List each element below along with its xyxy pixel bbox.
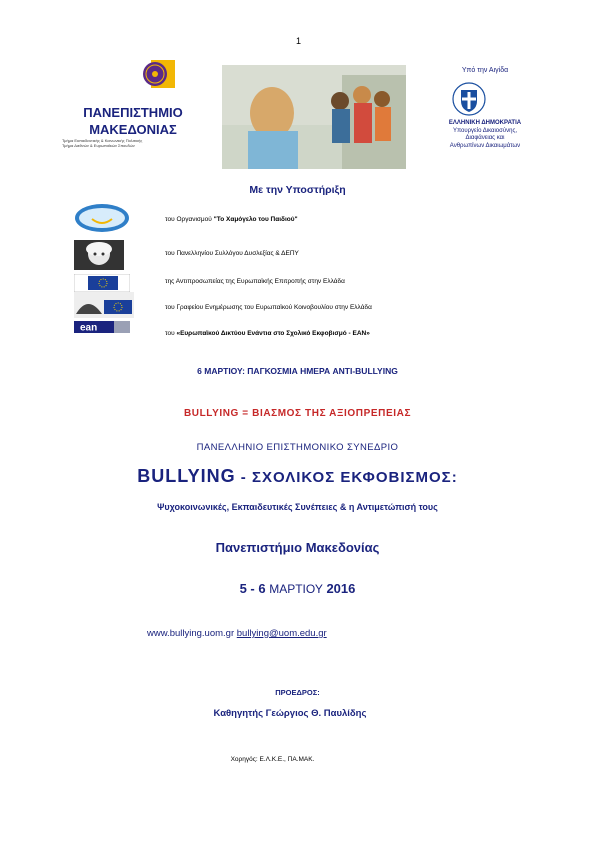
support-row: του Γραφείου Ενημέρωσης του Ευρωπαϊκού Κοινοβουλίου στην Ελλάδα	[165, 304, 372, 311]
email-link[interactable]: bullying@uom.edu.gr	[236, 628, 327, 639]
university-name: ΠΑΝΕΠΙΣΤΗΜΙΟ ΜΑΚΕΔΟΝΙΑΣ	[83, 105, 183, 137]
venue: Πανεπιστήμιο Μακεδονίας	[215, 540, 380, 555]
support-heading: Με την Υποστήριξη	[249, 184, 346, 196]
university-departments: Τμήμα Εκπαιδευτικής & Κοινωνικής Πολιτικής Τμήμα Διεθνών & Ευρωπαϊκών Σπουδών	[62, 138, 143, 148]
support-row: του «Ευρωπαϊκού Δικτύου Ενάντια στο Σχολικό Εκφοβισμό - ΕΑΝ»	[165, 330, 370, 337]
support-row: του Πανελληνίου Συλλόγου Δυσλεξίας & ΔΕΠΥ	[165, 250, 299, 257]
greek-emblem-icon	[452, 82, 486, 116]
support-row: της Αντιπροσωπείας της Ευρωπαϊκής Επιτροπής στην Ελλάδα	[165, 278, 345, 285]
page-number: 1	[296, 36, 302, 46]
anti-bullying-day-heading: 6 ΜΑΡΤΙΟΥ: ΠΑΓΚΟΣΜΙΑ ΗΜΕΡΑ ANTI-BULLYING	[197, 366, 398, 376]
university-logo-icon	[141, 58, 177, 92]
conference-label: ΠΑΝΕΛΛΗΝΙΟ ΕΠΙΣΤΗΜΟΝΙΚΟ ΣΥΝΕΔΡΙΟ	[196, 442, 399, 453]
president-label: ΠΡΟΕΔΡΟΣ:	[275, 688, 320, 697]
conference-dates: 5 - 6 ΜΑΡΤΙΟΥ 2016	[239, 581, 356, 596]
smile-of-child-logo-icon	[74, 203, 130, 233]
website-link[interactable]: www.bullying.uom.gr	[147, 628, 235, 639]
ean-logo-icon	[74, 320, 130, 332]
conference-title: BULLYING - ΣΧΟΛΙΚΟΣ ΕΚΦΟΒΙΣΜΟΣ:	[137, 466, 458, 486]
contact-links	[147, 628, 327, 639]
conference-subtitle: Ψυχοκοινωνικές, Εκπαιδευτικές Συνέπειες & η Αντιμετώπισή τους	[157, 502, 438, 512]
dyslexia-association-logo-icon	[74, 240, 124, 270]
sponsor-text: Χορηγός: Ε.Λ.Κ.Ε., ΠΑ.ΜΑΚ.	[230, 756, 315, 763]
eu-parliament-logo-icon	[74, 292, 134, 318]
eu-commission-logo-icon	[74, 274, 130, 292]
support-row: του Οργανισμού "Το Χαμόγελο του Παιδιού"	[165, 216, 298, 223]
svg-text:ean: ean	[80, 322, 98, 333]
president-name: Καθηγητής Γεώργιος Θ. Παυλίδης	[213, 708, 367, 719]
aegis-label: Υπό την Αιγίδα	[461, 67, 509, 74]
bullying-photo	[222, 65, 406, 169]
ministry-text: ΕΛΛΗΝΙΚΗ ΔΗΜΟΚΡΑΤΙΑ Υπουργείο Δικαιοσύνης, Διαφάνειας και Ανθρωπίνων Δικαιωμάτων	[448, 120, 522, 149]
bullying-slogan: BULLYING = ΒΙΑΣΜΟΣ ΤΗΣ ΑΞΙΟΠΡΕΠΕΙΑΣ	[183, 408, 412, 419]
